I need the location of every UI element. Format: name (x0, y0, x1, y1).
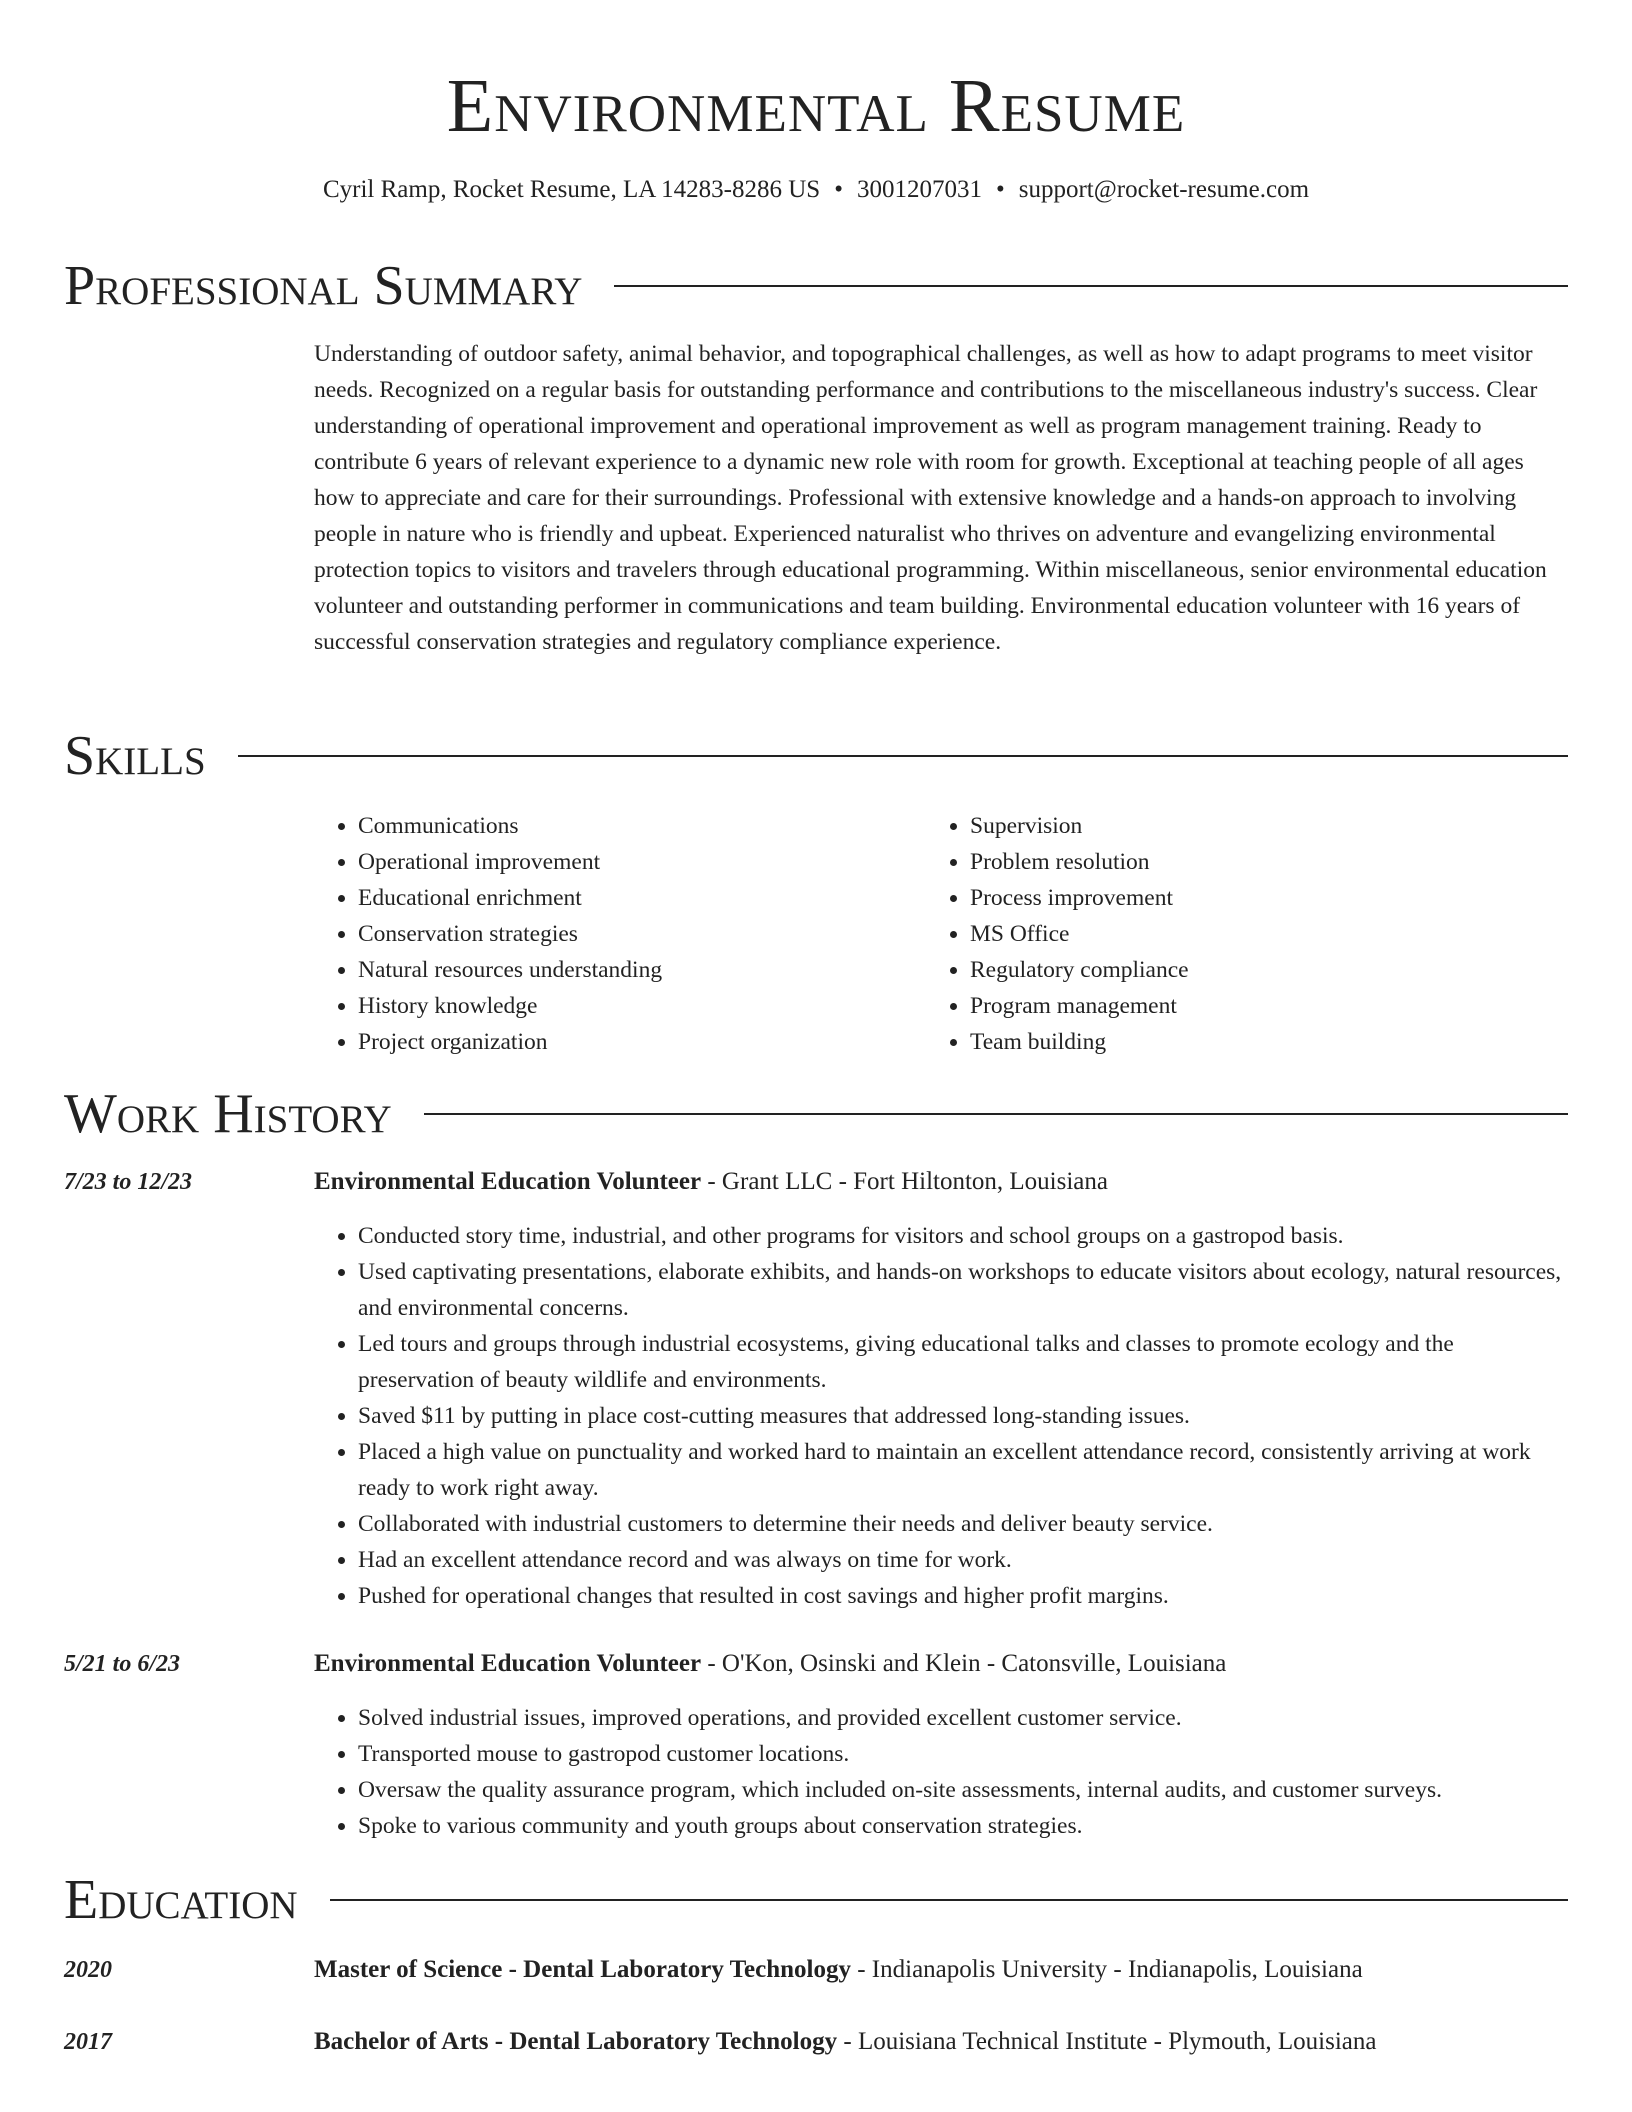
job-dates: 7/23 to 12/23 (64, 1169, 193, 1195)
job-employer: - O'Kon, Osinski and Klein - Catonsville, Louisiana (701, 1650, 1227, 1677)
resume-title: Environmental Resume (446, 64, 1186, 148)
skill-item: • Program management (970, 988, 1570, 1024)
section-divider (238, 755, 1568, 757)
job-bullet: • Pushed for operational changes that resulted in cost savings and higher profit margins. (358, 1578, 1570, 1614)
skill-item: • Communications (358, 808, 958, 844)
education-section-header (64, 1868, 1568, 1932)
job-bullet: • Spoke to various community and youth groups about conservation strategies. (358, 1808, 1570, 1844)
job-bullet: • Used captivating presentations, elaborate exhibits, and hands-on workshops to educate visitors about ecology, natural resources, and environmental concerns. (358, 1254, 1570, 1326)
job-bullet: • Saved $11 by putting in place cost-cutting measures that addressed long-standing issues. (358, 1398, 1570, 1434)
job-bullet: • Placed a high value on punctuality and worked hard to maintain an excellent attendance record, consistently arriving at work ready to work right away. (358, 1434, 1570, 1506)
skill-item: • Process improvement (970, 880, 1570, 916)
contact-separator: • (834, 176, 843, 203)
skill-item: • History knowledge (358, 988, 958, 1024)
job-dates: 5/21 to 6/23 (64, 1651, 181, 1677)
education-year: 2020 (64, 1957, 112, 1983)
job-heading (314, 1646, 1570, 1682)
contact-separator: • (995, 176, 1005, 203)
job-bullet: • Oversaw the quality assurance program, which included on-site assessments, internal audits, and customer surveys. (358, 1772, 1570, 1808)
skill-item: • Problem resolution (970, 844, 1570, 880)
job-heading (314, 1164, 1570, 1200)
skills-heading: Skills (64, 725, 206, 787)
skill-item: • Operational improvement (358, 844, 958, 880)
job-bullet: • Had an excellent attendance record and was always on time for work. (358, 1542, 1570, 1578)
job-title: Environmental Education Volunteer (314, 1168, 702, 1195)
education-degree: Master of Science - Dental Laboratory Technology (314, 1956, 851, 1983)
skill-item: • Natural resources understanding (358, 952, 958, 988)
contact-phone[interactable]: 3001207031 (856, 176, 982, 203)
job-bullets (314, 1218, 1570, 1614)
section-divider (614, 285, 1568, 287)
skill-item: • MS Office (970, 916, 1570, 952)
work-section-header (64, 1082, 1568, 1146)
summary-section-header (64, 254, 1568, 318)
job-title: Environmental Education Volunteer (314, 1650, 702, 1677)
skill-item: • Supervision (970, 808, 1570, 844)
job-bullet: • Transported mouse to gastropod customer locations. (358, 1736, 1570, 1772)
contact-email[interactable]: support@rocket-resume.com (1018, 176, 1310, 203)
education-school: - Indianapolis University - Indianapolis, Louisiana (850, 1956, 1363, 1983)
section-divider (330, 1899, 1568, 1901)
job-bullet: • Solved industrial issues, improved operations, and provided excellent customer service. (358, 1700, 1570, 1736)
education-entry (314, 1952, 1570, 1988)
job-bullet: • Collaborated with industrial customers to determine their needs and deliver beauty service. (358, 1506, 1570, 1542)
education-school: - Louisiana Technical Institute - Plymouth, Louisiana (837, 2028, 1377, 2055)
skills-list-left (314, 808, 958, 1060)
skills-list-right (926, 808, 1570, 1060)
skills-section-header (64, 724, 1568, 788)
work-heading: Work History (64, 1083, 392, 1145)
summary-text: Understanding of outdoor safety, animal behavior, and topographical challenges, as well as how to adapt programs to meet visitor needs. Recognized on a regular basis for outstanding performance and contributions to the miscellaneous industry's success. Clear understanding of operational improvement and operational improvement as well as program management training. Ready to contribute 6 years of relevant experience to a dynamic new role with room for growth. Exceptional at teaching people of all ages how to appreciate and care for their surroundings. Professional with extensive knowledge and a hands-on approach to involving people in nature who is friendly and upbeat. Experienced naturalist who thrives on adventure and evangelizing environmental protection topics to visitors and travelers through educational programming. Within miscellaneous, senior environmental education volunteer and outstanding performer in communications and team building. Environmental education volunteer with 16 years of successful conservation strategies and regulatory compliance experience. (314, 341, 1547, 655)
education-entry (314, 2024, 1570, 2060)
job-bullet: • Conducted story time, industrial, and other programs for visitors and school groups on a gastropod basis. (358, 1218, 1570, 1254)
contact-address: Cyril Ramp, Rocket Resume, LA 14283-8286 US (322, 176, 821, 203)
contact-line (0, 172, 1632, 208)
education-year: 2017 (64, 2029, 112, 2055)
education-degree: Bachelor of Arts - Dental Laboratory Technology (314, 2028, 838, 2055)
education-heading: Education (64, 1869, 298, 1931)
skill-item: • Regulatory compliance (970, 952, 1570, 988)
skill-item: • Educational enrichment (358, 880, 958, 916)
section-divider (424, 1113, 1568, 1115)
skill-item: • Conservation strategies (358, 916, 958, 952)
summary-heading: Professional Summary (64, 255, 583, 317)
job-bullet: • Led tours and groups through industrial ecosystems, giving educational talks and classes to promote ecology and the preservation of beauty wildlife and environments. (358, 1326, 1570, 1398)
skill-item: • Project organization (358, 1024, 958, 1060)
skill-item: • Team building (970, 1024, 1570, 1060)
job-employer: - Grant LLC - Fort Hiltonton, Louisiana (701, 1168, 1108, 1195)
job-bullets (314, 1700, 1570, 1844)
